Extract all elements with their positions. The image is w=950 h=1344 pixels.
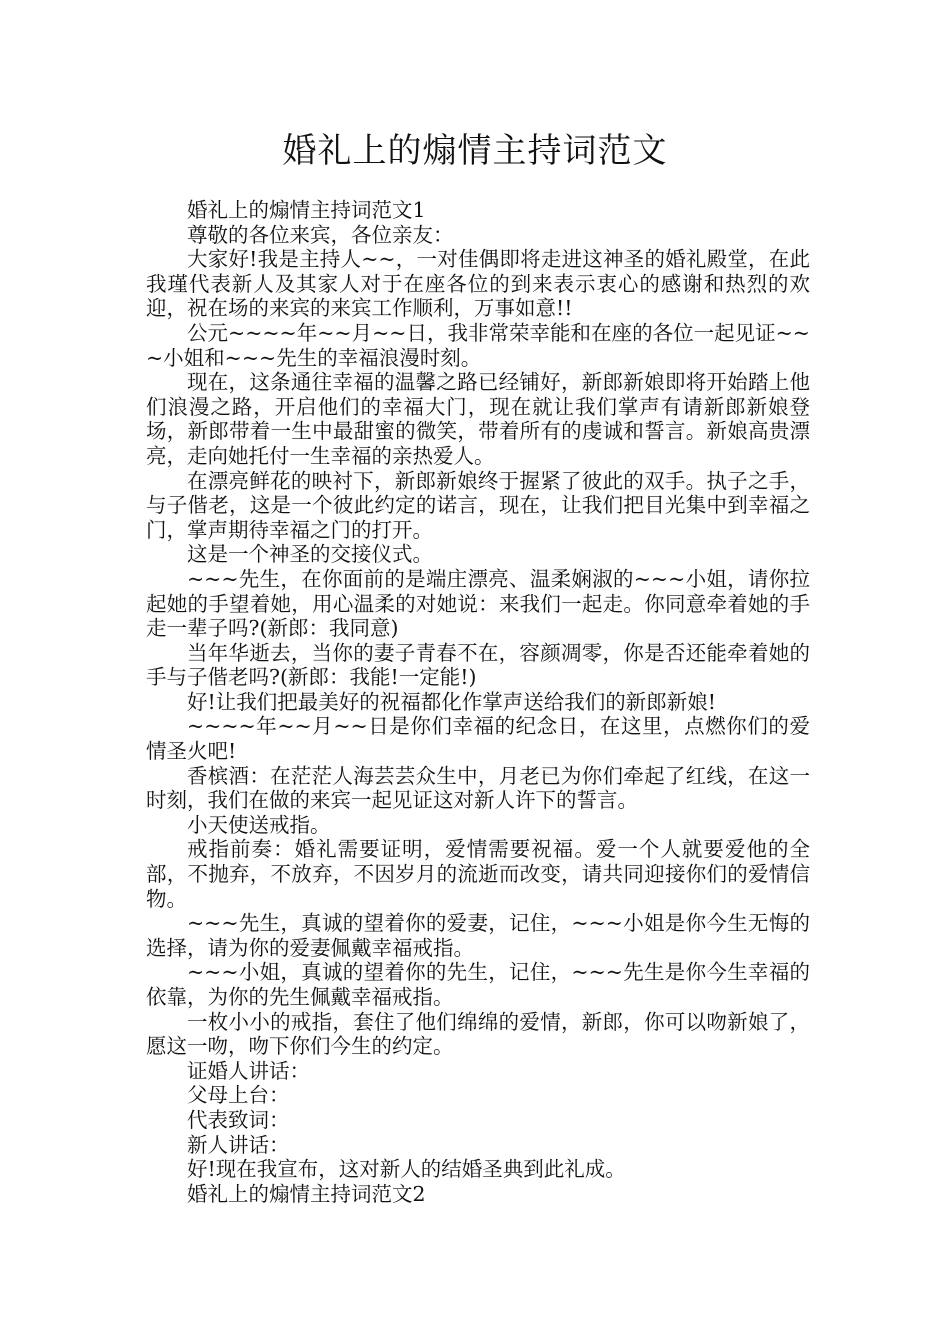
paragraph-heading-1: 婚礼上的煽情主持词范文1: [187, 198, 426, 222]
document-body: [146, 198, 810, 1206]
paragraph: 一枚小小的戒指，套住了他们绵绵的爱情，新郎，你可以吻新娘了，愿这一吻，吻下你们今生的约定。: [146, 1009, 810, 1059]
paragraph: 好!现在我宣布，这对新人的结婚圣典到此礼成。: [187, 1157, 626, 1182]
paragraph: 大家好!我是主持人~~，一对佳偶即将走进这神圣的婚礼殿堂，在此我瑾代表新人及其家人对于在座各位的到来表示衷心的感谢和热烈的欢迎，祝在场的来宾的来宾工作顺利，万事如意!!: [146, 247, 810, 321]
document-title: 婚礼上的煽情主持词范文: [282, 131, 668, 171]
paragraph: 小天使送戒指。: [187, 812, 331, 837]
paragraph: 在漂亮鲜花的映衬下，新郎新娘终于握紧了彼此的双手。执子之手，与子偕老，这是一个彼此约定的诺言，现在，让我们把目光集中到幸福之门，掌声期待幸福之门的打开。: [146, 468, 810, 542]
paragraph-greeting: 尊敬的各位来宾，各位亲友：: [187, 222, 454, 247]
paragraph: 这是一个神圣的交接仪式。: [187, 542, 433, 567]
paragraph: 公元~~~~年~~月~~日，我非常荣幸能和在座的各位一起见证~~~小姐和~~~先生的幸福浪漫时刻。: [146, 320, 810, 370]
paragraph: ~~~~年~~月~~日是你们幸福的纪念日，在这里，点燃你们的爱情圣火吧!: [146, 714, 810, 764]
paragraph: 父母上台：: [187, 1083, 290, 1108]
paragraph: 当年华逝去，当你的妻子青春不在，容颜凋零，你是否还能牵着她的手与子偕老吗?(新郎：我能!一定能!): [146, 640, 810, 690]
paragraph: 好!让我们把最美好的祝福都化作掌声送给我们的新郎新娘!: [187, 689, 716, 714]
paragraph: ~~~先生，在你面前的是端庄漂亮、温柔娴淑的~~~小姐，请你拉起她的手望着她，用心温柔的对她说：来我们一起走。你同意牵着她的手走一辈子吗?(新郎：我同意): [146, 566, 810, 641]
paragraph: ~~~先生，真诚的望着你的爱妻，记住，~~~小姐是你今生无悔的选择，请为你的爱妻佩戴幸福戒指。: [146, 911, 810, 960]
paragraph: 证婚人讲话：: [187, 1058, 310, 1083]
paragraph: 香槟酒：在茫茫人海芸芸众生中，月老已为你们牵起了红线，在这一时刻，我们在做的来宾一起见证这对新人许下的誓言。: [146, 763, 810, 813]
paragraph-heading-2: 婚礼上的煽情主持词范文2: [187, 1181, 426, 1206]
paragraph: 戒指前奏：婚礼需要证明，爱情需要祝福。爱一个人就要爱他的全部，不抛弃，不放弃，不因岁月的流逝而改变，请共同迎接你们的爱情信物。: [146, 837, 810, 911]
paragraph: 现在，这条通往幸福的温馨之路已经铺好，新郎新娘即将开始踏上他们浪漫之路，开启他们的幸福大门，现在就让我们掌声有请新郎新娘登场，新郎带着一生中最甜蜜的微笑，带着所有的虔诚和誓言。新娘高贵漂亮，走向她托付一生幸福的亲热爱人。: [146, 370, 810, 468]
paragraph: ~~~小姐，真诚的望着你的先生，记住，~~~先生是你今生幸福的依靠，为你的先生佩戴幸福戒指。: [146, 960, 810, 1009]
paragraph: 新人讲话：: [187, 1132, 290, 1157]
paragraph: 代表致词：: [187, 1107, 290, 1132]
